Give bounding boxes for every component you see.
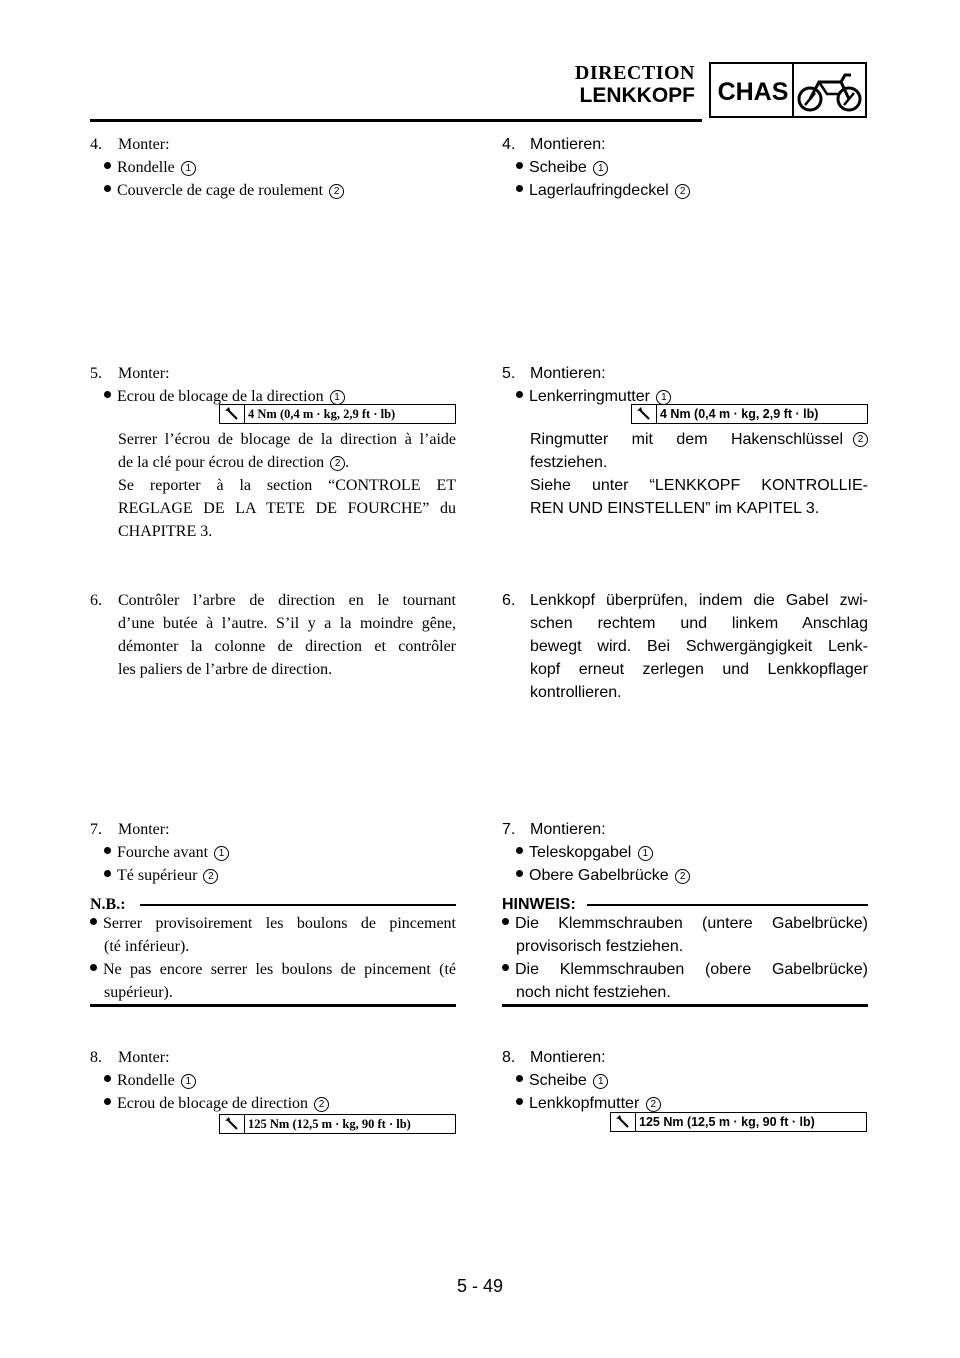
de-step5-heading: Montieren: — [530, 365, 606, 382]
fr-step6-line4: les paliers de l’arbre de direction. — [118, 661, 333, 678]
fr-note-item2-line2: supérieur). — [104, 984, 173, 1001]
ref-number: 2 — [675, 869, 690, 884]
de-note-item1-line2: provisorisch festziehen. — [516, 938, 684, 955]
fr-step4-item1: Rondelle 1 — [104, 156, 196, 179]
bullet-icon — [90, 918, 97, 925]
bullet-icon — [104, 1075, 111, 1082]
fr-step8-item1: Rondelle 1 — [104, 1069, 196, 1092]
header-title-de: LENKKOPF — [579, 84, 695, 107]
torque-wrench-icon — [632, 405, 657, 423]
de-step4-item2: Lagerlaufringdeckel 2 — [516, 179, 690, 202]
ref-number: 1 — [214, 846, 229, 861]
de-note-item1-line1: Die Klemmschrauben (untere Gabelbrücke) — [502, 912, 868, 935]
fr-step8-item2: Ecrou de blocage de direction 2 — [104, 1092, 329, 1115]
fr-step6-line1: Contrôler l’arbre de direction en le tournant — [118, 592, 456, 609]
ref-number: 2 — [330, 456, 345, 471]
bullet-icon — [104, 391, 111, 398]
ref-number: 2 — [853, 432, 868, 447]
badge-divider — [792, 64, 794, 116]
de-step4-number: 4. — [502, 136, 516, 153]
de-note-item2-line1: Die Klemmschrauben (obere Gabelbrücke) — [502, 958, 868, 981]
de-step8-item2: Lenkkopfmutter 2 — [516, 1092, 661, 1115]
fr-note-item2-line1: Ne pas encore serrer les boulons de pincement (té — [90, 958, 456, 981]
fr-note-item1-line2: (té inférieur). — [104, 938, 190, 955]
motorcycle-icon — [797, 70, 863, 114]
torque-wrench-icon — [220, 405, 245, 423]
header-rule — [90, 119, 702, 122]
de-step6-line1: Lenkkopf überprüfen, indem die Gabel zwi- — [530, 592, 868, 609]
fr-step4-heading: Monter: — [118, 136, 170, 153]
fr-step5-heading: Monter: — [118, 365, 170, 382]
fr-step6-line2: d’une butée à l’autre. S’il y a la moindre gêne, — [118, 615, 456, 632]
bullet-icon — [104, 847, 111, 854]
fr-step4-number: 4. — [90, 136, 102, 153]
de-step7-heading: Montieren: — [530, 821, 606, 838]
de-step5-text-line2: festziehen. — [530, 454, 608, 471]
fr-step4-item2: Couvercle de cage de roulement 2 — [104, 179, 344, 202]
fr-step7-item2: Té supérieur 2 — [104, 864, 218, 887]
ref-number: 1 — [593, 1074, 608, 1089]
bullet-icon — [104, 162, 111, 169]
ref-number: 1 — [330, 390, 345, 405]
de-torque-spec-2 — [610, 1112, 867, 1132]
de-step5-number: 5. — [502, 365, 516, 382]
fr-step7-heading: Monter: — [118, 821, 170, 838]
de-note-top-rule — [587, 904, 868, 906]
fr-note-item1-line1: Serrer provisoirement les boulons de pincement — [90, 912, 456, 935]
de-step5-text-line4: REN UND EINSTELLEN” im KAPITEL 3. — [530, 500, 820, 517]
bullet-icon — [516, 1075, 523, 1082]
ref-number: 1 — [638, 846, 653, 861]
de-step7-item1: Teleskopgabel 1 — [516, 841, 653, 864]
fr-step6-line3: démonter la colonne de direction et contrôler — [118, 638, 456, 655]
section-badge — [709, 62, 867, 118]
ref-number: 2 — [329, 184, 344, 199]
fr-step5-text-line2: de la clé pour écrou de direction 2 . — [118, 454, 350, 471]
section-badge-label: CHAS — [717, 78, 789, 106]
bullet-icon — [90, 964, 97, 971]
bullet-icon — [516, 391, 523, 398]
fr-torque-spec-1 — [219, 404, 456, 424]
de-step4-heading: Montieren: — [530, 136, 606, 153]
de-step8-number: 8. — [502, 1049, 516, 1066]
fr-step8-heading: Monter: — [118, 1049, 170, 1066]
fr-step5-text-line5: CHAPITRE 3. — [118, 523, 213, 540]
fr-step5-text-line3: Se reporter à la section “CONTROLE ET — [118, 477, 456, 494]
fr-step5-text-line4: REGLAGE DE LA TETE DE FOURCHE” du — [118, 500, 456, 517]
de-step6-line3: bewegt wird. Bei Schwergängigkeit Lenk- — [530, 638, 868, 655]
header-title-fr: DIRECTION — [574, 62, 695, 84]
fr-note-title: N.B.: — [90, 896, 126, 913]
torque-value: 4 Nm (0,4 m · kg, 2,9 ft · lb) — [248, 407, 396, 421]
torque-wrench-icon — [220, 1115, 245, 1133]
ref-number: 2 — [203, 869, 218, 884]
ref-number: 1 — [181, 161, 196, 176]
fr-step7-number: 7. — [90, 821, 102, 838]
de-step7-number: 7. — [502, 821, 516, 838]
torque-value: 125 Nm (12,5 m · kg, 90 ft · lb) — [639, 1115, 815, 1129]
bullet-icon — [502, 964, 509, 971]
ref-number: 1 — [181, 1074, 196, 1089]
de-note-item2-line2: noch nicht festziehen. — [516, 984, 671, 1001]
ref-number: 2 — [675, 184, 690, 199]
bullet-icon — [516, 162, 523, 169]
de-step7-item2: Obere Gabelbrücke 2 — [516, 864, 690, 887]
ref-number: 1 — [593, 161, 608, 176]
fr-step8-number: 8. — [90, 1049, 102, 1066]
de-step5-text-line1: Ringmutter mit dem Hakenschlüssel 2 — [530, 428, 868, 451]
torque-wrench-icon — [611, 1113, 636, 1131]
bullet-icon — [104, 1098, 111, 1105]
fr-step7-item1: Fourche avant 1 — [104, 841, 229, 864]
de-torque-spec-1 — [631, 404, 868, 424]
de-note-title: HINWEIS: — [502, 896, 576, 913]
de-step5-item1: Lenkerringmutter 1 — [516, 385, 671, 408]
bullet-icon — [516, 1098, 523, 1105]
bullet-icon — [516, 847, 523, 854]
bullet-icon — [516, 185, 523, 192]
bullet-icon — [516, 870, 523, 877]
fr-note-bottom-rule — [90, 1004, 456, 1007]
fr-step6-number: 6. — [90, 592, 102, 609]
ref-number: 2 — [314, 1097, 329, 1112]
bullet-icon — [104, 870, 111, 877]
fr-step5-text-line1: Serrer l’écrou de blocage de la direction à l’aide — [118, 431, 456, 448]
fr-torque-spec-2 — [219, 1114, 456, 1134]
torque-value: 125 Nm (12,5 m · kg, 90 ft · lb) — [248, 1117, 411, 1131]
de-step4-item1: Scheibe 1 — [516, 156, 608, 179]
fr-note-top-rule — [140, 904, 456, 906]
fr-step5-item1: Ecrou de blocage de la direction 1 — [104, 385, 345, 408]
bullet-icon — [104, 185, 111, 192]
de-step6-line5: kontrollieren. — [530, 684, 622, 701]
de-step6-line2: schen rechtem und linkem Anschlag — [530, 615, 868, 632]
fr-step5-number: 5. — [90, 365, 102, 382]
page-number: 5 - 49 — [456, 1276, 504, 1296]
ref-number: 1 — [656, 390, 671, 405]
de-note-bottom-rule — [502, 1004, 868, 1007]
ref-number: 2 — [646, 1097, 661, 1112]
de-step5-text-line3: Siehe unter “LENKKOPF KONTROLLIE- — [530, 477, 868, 494]
bullet-icon — [502, 918, 509, 925]
de-step8-heading: Montieren: — [530, 1049, 606, 1066]
de-step6-number: 6. — [502, 592, 516, 609]
de-step6-line4: kopf erneut zerlegen und Lenkkopflager — [530, 661, 868, 678]
de-step8-item1: Scheibe 1 — [516, 1069, 608, 1092]
torque-value: 4 Nm (0,4 m · kg, 2,9 ft · lb) — [660, 407, 819, 421]
